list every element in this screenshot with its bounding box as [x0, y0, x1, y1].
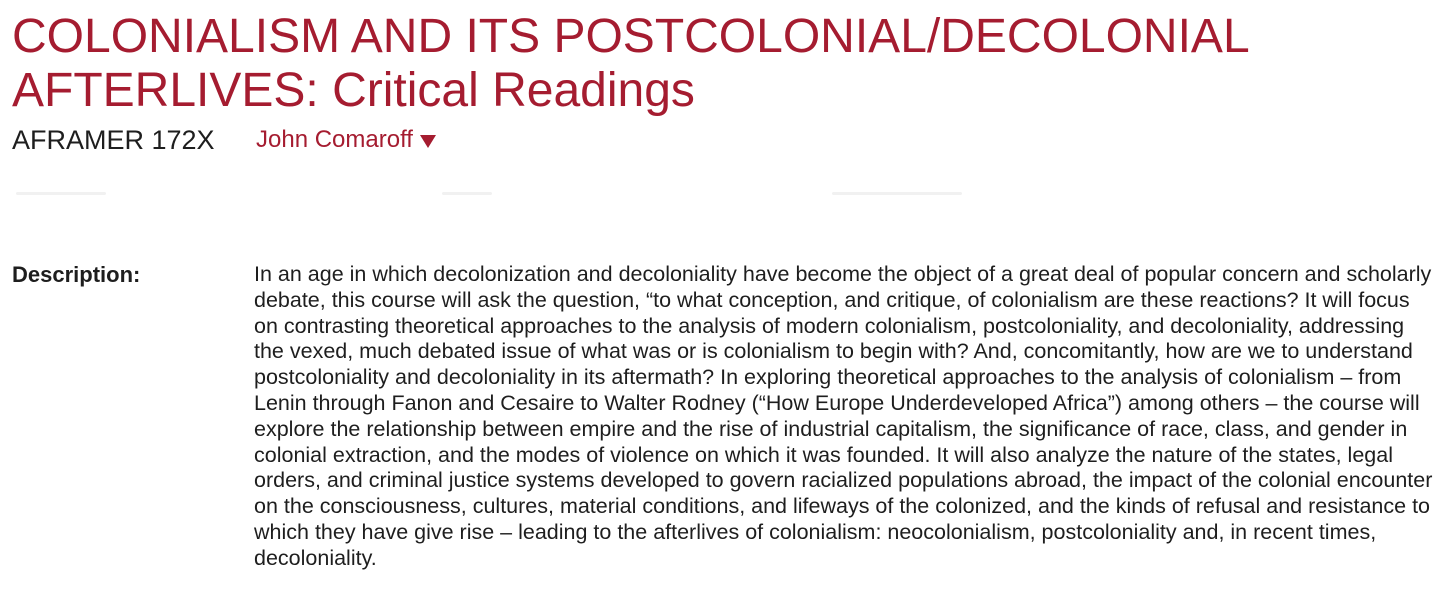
course-code: AFRAMER 172X	[12, 124, 215, 155]
caret-down-icon	[420, 135, 436, 148]
faded-separator	[12, 184, 1012, 204]
description-text: In an age in which decolonization and decoloniality have become the object of a great deal of popular concern and scholarly debate, this course will ask the question, “to what conception, and critique, of colonialism are these reactions? It will focus on contrasting theoretical approaches to the analysis of modern colonialism, postcoloniality, and decoloniality, addressing the vexed, much debated issue of what was or is colonialism to begin with? And, concomitantly, how are we to understand postcoloniality and decoloniality in its aftermath? In exploring theoretical approaches to the analysis of colonialism – from Lenin through Fanon and Cesaire to Walter Rodney (“How Europe Underdeveloped Africa”) among others – the course will explore the relationship between empire and the rise of industrial capitalism, the significance of race, class, and gender in colonial extraction, and the modes of violence on which it was founded. It will also analyze the nature of the states, legal orders, and criminal justice systems developed to govern racialized populations abroad, the impact of the colonial encounter on the consciousness, cultures, material conditions, and lifeways of the colonized, and the kinds of refusal and resistance to which they have give rise – leading to the afterlives of colonialism: neocolonialism, postcoloniality and, in recent times, decoloniality.	[254, 262, 1433, 570]
instructor-name: John Comaroff	[256, 126, 413, 153]
course-title: COLONIALISM AND ITS POSTCOLONIAL/DECOLONIAL AFTERLIVES: Critical Readings	[12, 10, 1248, 117]
course-meta	[12, 122, 436, 158]
description-label: Description:	[12, 262, 141, 287]
instructor-dropdown[interactable]	[256, 126, 436, 154]
